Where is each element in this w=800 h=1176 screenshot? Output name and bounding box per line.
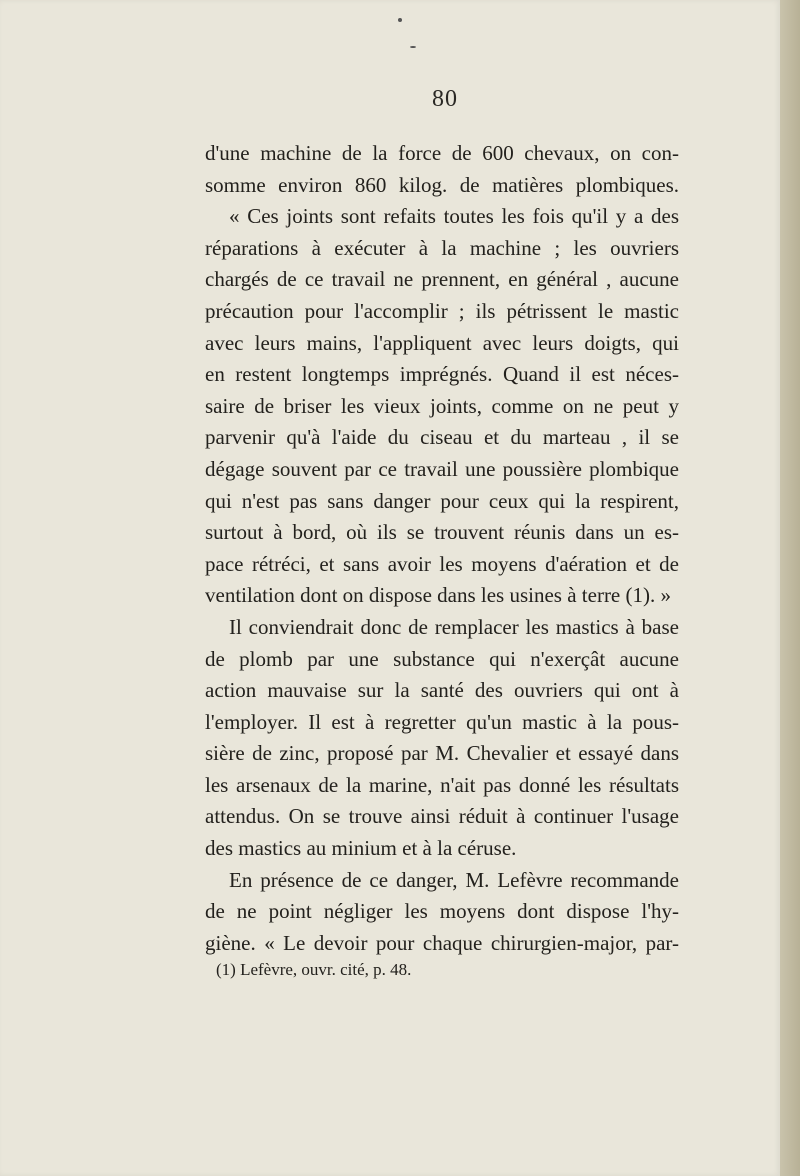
text-line: dégage souvent par ce travail une poussière plombique: [205, 456, 679, 481]
text-line: des mastics au minium et à la céruse.: [205, 836, 517, 861]
text-line: les arsenaux de la marine, n'ait pas donné les résultats: [205, 772, 679, 797]
text-line: l'employer. Il est à regretter qu'un mastic à la pous-: [205, 709, 679, 734]
text-line: somme environ 860 kilog. de matières plombiques.: [205, 172, 679, 197]
print-speck: [410, 46, 416, 48]
text-line: de plomb par une substance qui n'exerçât aucune: [205, 646, 679, 671]
page-number: 80: [432, 86, 458, 112]
text-line: qui n'est pas sans danger pour ceux qui la respirent,: [205, 488, 679, 513]
text-line: en restent longtemps imprégnés. Quand il est néces-: [205, 362, 679, 387]
text-line: pace rétréci, et sans avoir les moyens d'aération et de: [205, 551, 679, 576]
text-line: Il conviendrait donc de remplacer les mastics à base: [229, 614, 679, 639]
text-line: parvenir qu'à l'aide du ciseau et du marteau , il se: [205, 425, 679, 450]
text-line: attendus. On se trouve ainsi réduit à continuer l'usage: [205, 804, 679, 829]
text-line: avec leurs mains, l'appliquent avec leurs doigts, qui: [205, 330, 679, 355]
text-line: réparations à exécuter à la machine ; les ouvriers: [205, 235, 679, 260]
text-line: saire de briser les vieux joints, comme on ne peut y: [205, 393, 679, 418]
text-line: d'une machine de la force de 600 chevaux, on con-: [205, 141, 679, 165]
body-text: [205, 138, 679, 959]
text-line: précaution pour l'accomplir ; ils pétrissent le mastic: [205, 298, 679, 323]
print-speck: [398, 18, 402, 22]
text-line: action mauvaise sur la santé des ouvriers qui ont à: [205, 678, 679, 703]
text-line: giène. « Le devoir pour chaque chirurgien-major, par-: [205, 930, 679, 955]
text-line: En présence de ce danger, M. Lefèvre recommande: [229, 867, 679, 892]
text-line: ventilation dont on dispose dans les usines à terre (1). »: [205, 583, 671, 608]
text-line: chargés de ce travail ne prennent, en général , aucune: [205, 267, 679, 292]
text-line: surtout à bord, où ils se trouvent réunis dans un es-: [205, 520, 679, 545]
text-line: de ne point négliger les moyens dont dispose l'hy-: [205, 899, 679, 924]
footnote: (1) Lefèvre, ouvr. cité, p. 48.: [216, 960, 412, 979]
page-edge: [780, 0, 800, 1176]
text-line: sière de zinc, proposé par M. Chevalier et essayé dans: [205, 741, 679, 766]
text-line: « Ces joints sont refaits toutes les fois qu'il y a des: [229, 204, 679, 229]
